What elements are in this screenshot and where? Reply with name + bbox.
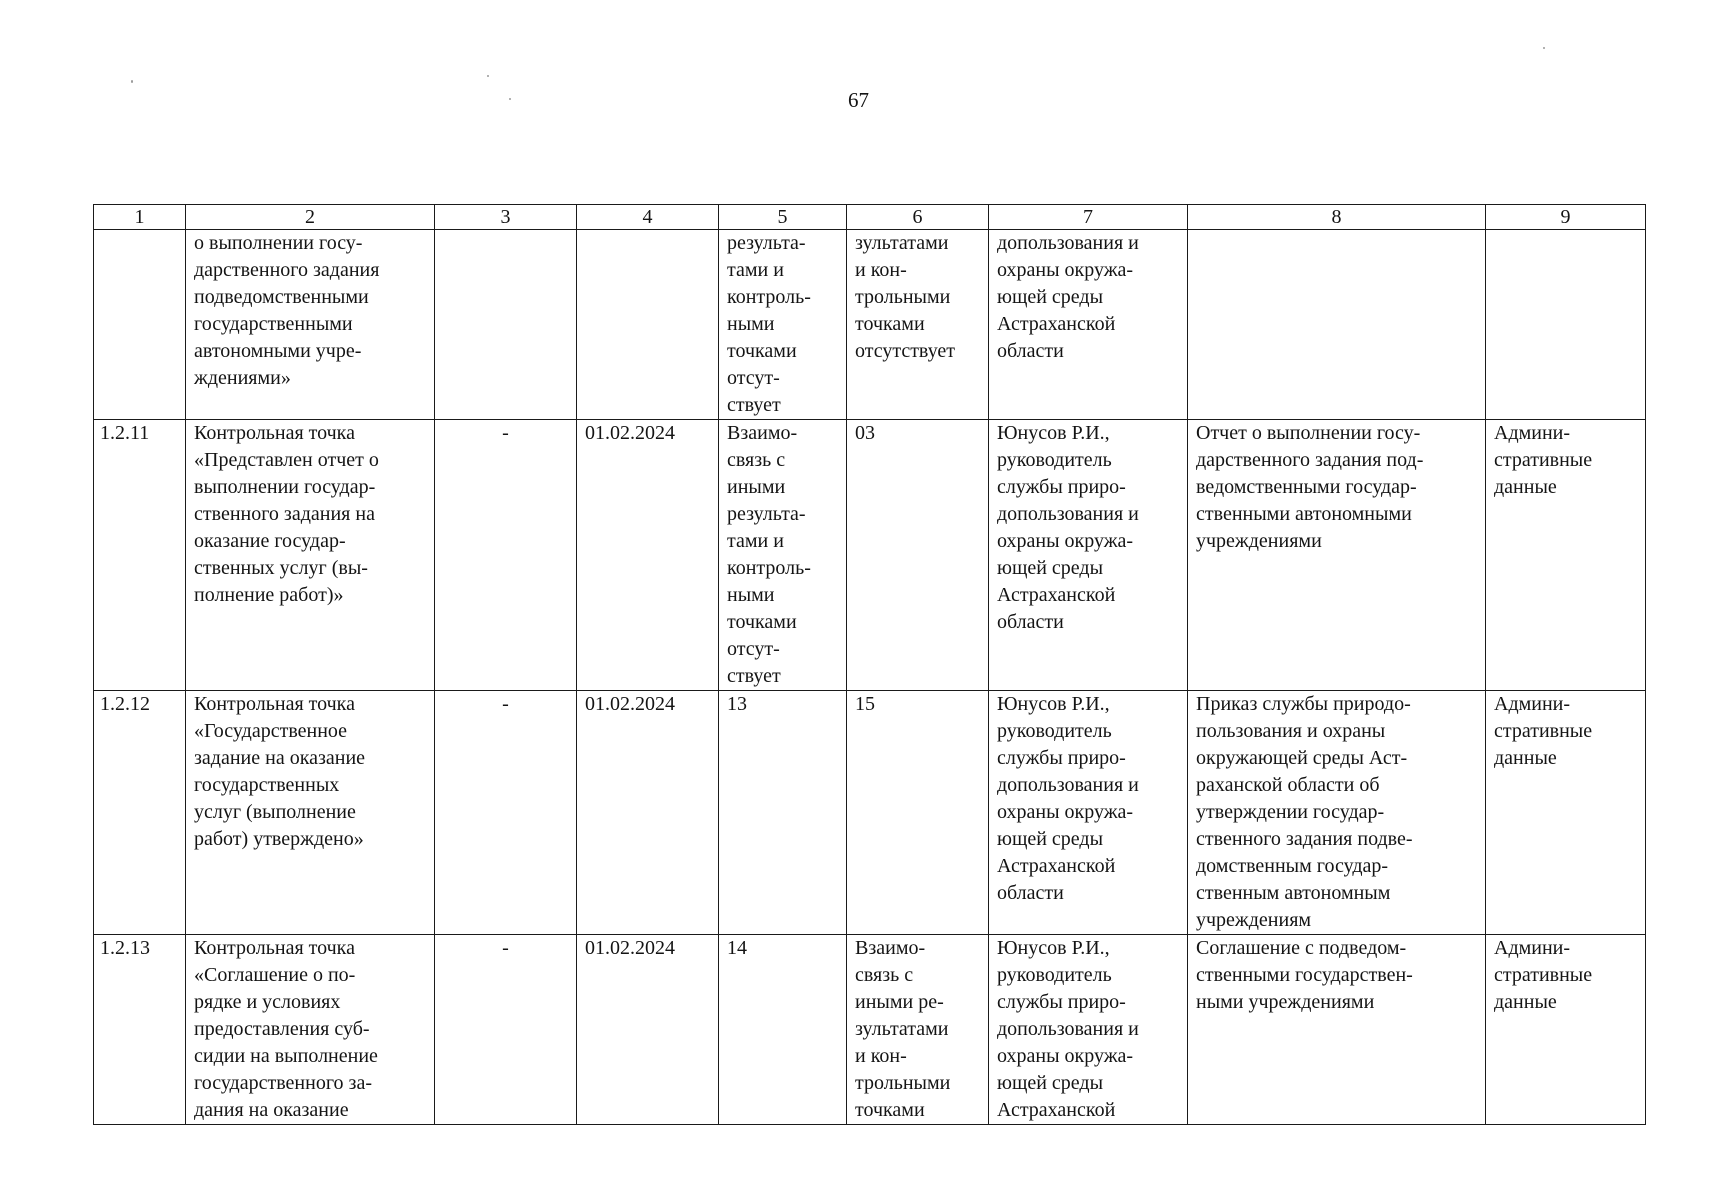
cell-text-line: Админи-	[1494, 693, 1571, 715]
cell-text-line: дарственного задания под-	[1196, 449, 1424, 471]
scan-speck	[1543, 47, 1545, 49]
base-value-cell	[435, 230, 577, 420]
cell-text-line: точками	[727, 340, 797, 362]
cell-text-line: Астраханской	[997, 584, 1116, 606]
row-number-cell: 1.2.13	[94, 935, 186, 1125]
page-number: 67	[848, 88, 869, 112]
successor-cell	[847, 420, 989, 691]
predecessor-cell	[719, 935, 847, 1125]
cell-text-line: окружающей среды Аст-	[1196, 747, 1408, 769]
cell-text-line: результа-	[727, 232, 806, 254]
cell-text-line: иными ре-	[855, 991, 944, 1013]
cell-text-line: отсут-	[727, 638, 780, 660]
cell-text-line: услуг (выполнение	[194, 801, 356, 823]
cell-text-line: пользования и охраны	[1196, 720, 1386, 742]
cell-text-line: ющей среды	[997, 828, 1104, 850]
header-cell: 4	[577, 205, 719, 230]
cell-text-line: охраны окружа-	[997, 530, 1134, 552]
cell-text-line: стративные	[1494, 449, 1593, 471]
document-cell	[1188, 935, 1486, 1125]
row-number-cell: 1.2.11	[94, 420, 186, 691]
cell-text-line: ственными государствен-	[1196, 964, 1413, 986]
date-cell: 01.02.2024	[577, 691, 719, 935]
name-cell	[186, 230, 435, 420]
cell-text-line: рядке и условиях	[194, 991, 341, 1013]
cell-text-line: ственного задания подве-	[1196, 828, 1413, 850]
cell-text-line: Соглашение с подведом-	[1196, 937, 1407, 959]
row-number-cell: 1.2.12	[94, 691, 186, 935]
date-cell: 01.02.2024	[577, 935, 719, 1125]
cell-text-line: Контрольная точка	[194, 693, 355, 715]
cell-text-line: Контрольная точка	[194, 937, 355, 959]
cell-text-line: выполнении государ-	[194, 476, 376, 498]
responsible-cell	[989, 691, 1188, 935]
cell-text-line: 13	[727, 693, 747, 715]
name-cell	[186, 935, 435, 1125]
cell-text-line: Астраханской	[997, 1099, 1116, 1121]
cell-text-line: и кон-	[855, 259, 907, 281]
cell-text-line: охраны окружа-	[997, 1045, 1134, 1067]
cell-text-line: руководитель	[997, 449, 1112, 471]
cell-text-line: связь с	[855, 964, 914, 986]
info-system-cell	[1486, 230, 1646, 420]
row-number-cell	[94, 230, 186, 420]
cell-text-line: ными учреждениями	[1196, 991, 1375, 1013]
cell-text-line: стративные	[1494, 720, 1593, 742]
cell-text-line: допользования и	[997, 1018, 1139, 1040]
cell-text-line: Астраханской	[997, 313, 1116, 335]
cell-text-line: государственными	[194, 313, 353, 335]
cell-text-line: зультатами	[855, 1018, 949, 1040]
cell-text-line: трольными	[855, 1072, 951, 1094]
header-cell: 9	[1486, 205, 1646, 230]
successor-cell	[847, 935, 989, 1125]
cell-text-line: ными	[727, 313, 775, 335]
cell-text-line: тами и	[727, 530, 784, 552]
header-cell: 2	[186, 205, 435, 230]
header-cell: 3	[435, 205, 577, 230]
cell-text-line: работ) утверждено»	[194, 828, 364, 850]
cell-text-line: результа-	[727, 503, 806, 525]
cell-text-line: ными	[727, 584, 775, 606]
cell-text-line: руководитель	[997, 964, 1112, 986]
document-cell	[1188, 691, 1486, 935]
cell-text-line: «Государственное	[194, 720, 348, 742]
table-row	[94, 420, 1646, 691]
cell-text-line: сидии на выполнение	[194, 1045, 378, 1067]
cell-text-line: Юнусов Р.И.,	[997, 937, 1110, 959]
info-system-cell	[1486, 935, 1646, 1125]
name-cell	[186, 691, 435, 935]
responsible-cell	[989, 230, 1188, 420]
cell-text-line: области	[997, 882, 1064, 904]
cell-text-line: Астраханской	[997, 855, 1116, 877]
cell-text-line: области	[997, 340, 1064, 362]
document-cell	[1188, 230, 1486, 420]
cell-text-line: задание на оказание	[194, 747, 366, 769]
cell-text-line: иными	[727, 476, 786, 498]
scan-speck	[131, 80, 133, 83]
cell-text-line: полнение работ)»	[194, 584, 344, 606]
responsible-cell	[989, 935, 1188, 1125]
cell-text-line: Взаимо-	[855, 937, 926, 959]
date-cell: 01.02.2024	[577, 420, 719, 691]
document-table	[93, 204, 1646, 1125]
cell-text-line: «Представлен отчет о	[194, 449, 379, 471]
cell-text-line: Приказ службы природо-	[1196, 693, 1411, 715]
cell-text-line: зультатами	[855, 232, 949, 254]
cell-text-line: о выполнении госу-	[194, 232, 363, 254]
name-cell	[186, 420, 435, 691]
cell-text-line: ствует	[727, 665, 781, 687]
header-cell: 1	[94, 205, 186, 230]
cell-text-line: допользования и	[997, 232, 1139, 254]
predecessor-cell	[719, 230, 847, 420]
cell-text-line: точками	[855, 1099, 925, 1121]
cell-text-line: оказание государ-	[194, 530, 346, 552]
cell-text-line: 15	[855, 693, 875, 715]
cell-text-line: Взаимо-	[727, 422, 798, 444]
scan-speck	[487, 75, 489, 77]
cell-text-line: Юнусов Р.И.,	[997, 422, 1110, 444]
document-cell	[1188, 420, 1486, 691]
cell-text-line: области	[997, 611, 1064, 633]
date-cell	[577, 230, 719, 420]
cell-text-line: раханской области об	[1196, 774, 1380, 796]
cell-text-line: допользования и	[997, 503, 1139, 525]
cell-text-line: допользования и	[997, 774, 1139, 796]
cell-text-line: ющей среды	[997, 557, 1104, 579]
cell-text-line: данные	[1494, 747, 1557, 769]
cell-text-line: данные	[1494, 991, 1557, 1013]
cell-text-line: службы приро-	[997, 476, 1126, 498]
cell-text-line: автономными учре-	[194, 340, 362, 362]
base-value-cell: -	[435, 420, 577, 691]
cell-text-line: точками	[855, 313, 925, 335]
cell-text-line: предоставления суб-	[194, 1018, 370, 1040]
info-system-cell	[1486, 420, 1646, 691]
predecessor-cell	[719, 420, 847, 691]
cell-text-line: «Соглашение о по-	[194, 964, 356, 986]
cell-text-line: дания на оказание	[194, 1099, 349, 1121]
cell-text-line: стративные	[1494, 964, 1593, 986]
cell-text-line: 14	[727, 937, 747, 959]
cell-text-line: дарственного задания	[194, 259, 380, 281]
cell-text-line: Контрольная точка	[194, 422, 355, 444]
responsible-cell	[989, 420, 1188, 691]
table-row	[94, 691, 1646, 935]
cell-text-line: данные	[1494, 476, 1557, 498]
base-value-cell: -	[435, 935, 577, 1125]
cell-text-line: ждениями»	[194, 367, 291, 389]
cell-text-line: государственных	[194, 774, 340, 796]
cell-text-line: связь с	[727, 449, 786, 471]
header-cell: 6	[847, 205, 989, 230]
cell-text-line: охраны окружа-	[997, 801, 1134, 823]
cell-text-line: государственного за-	[194, 1072, 372, 1094]
predecessor-cell	[719, 691, 847, 935]
cell-text-line: Админи-	[1494, 422, 1571, 444]
successor-cell	[847, 691, 989, 935]
cell-text-line: отсутствует	[855, 340, 956, 362]
table-row	[94, 230, 1646, 420]
cell-text-line: трольными	[855, 286, 951, 308]
cell-text-line: ющей среды	[997, 286, 1104, 308]
cell-text-line: отсут-	[727, 367, 780, 389]
cell-text-line: Отчет о выполнении госу-	[1196, 422, 1421, 444]
table-header-row	[94, 205, 1646, 230]
cell-text-line: ственного задания на	[194, 503, 375, 525]
cell-text-line: учреждениями	[1196, 530, 1322, 552]
table-row	[94, 935, 1646, 1125]
cell-text-line: ственными автономными	[1196, 503, 1412, 525]
successor-cell	[847, 230, 989, 420]
base-value-cell: -	[435, 691, 577, 935]
cell-text-line: домственным государ-	[1196, 855, 1389, 877]
cell-text-line: ствует	[727, 394, 781, 416]
header-cell: 5	[719, 205, 847, 230]
cell-text-line: ственных услуг (вы-	[194, 557, 368, 579]
cell-text-line: службы приро-	[997, 747, 1126, 769]
cell-text-line: охраны окружа-	[997, 259, 1134, 281]
cell-text-line: подведомственными	[194, 286, 369, 308]
cell-text-line: учреждениям	[1196, 909, 1312, 931]
cell-text-line: ственным автономным	[1196, 882, 1391, 904]
cell-text-line: руководитель	[997, 720, 1112, 742]
cell-text-line: 03	[855, 422, 875, 444]
cell-text-line: утверждении государ-	[1196, 801, 1385, 823]
cell-text-line: контроль-	[727, 286, 811, 308]
cell-text-line: ведомственными государ-	[1196, 476, 1417, 498]
cell-text-line: контроль-	[727, 557, 811, 579]
header-cell: 8	[1188, 205, 1486, 230]
cell-text-line: Юнусов Р.И.,	[997, 693, 1110, 715]
cell-text-line: точками	[727, 611, 797, 633]
cell-text-line: Админи-	[1494, 937, 1571, 959]
header-cell: 7	[989, 205, 1188, 230]
cell-text-line: и кон-	[855, 1045, 907, 1067]
cell-text-line: тами и	[727, 259, 784, 281]
info-system-cell	[1486, 691, 1646, 935]
cell-text-line: службы приро-	[997, 991, 1126, 1013]
cell-text-line: ющей среды	[997, 1072, 1104, 1094]
